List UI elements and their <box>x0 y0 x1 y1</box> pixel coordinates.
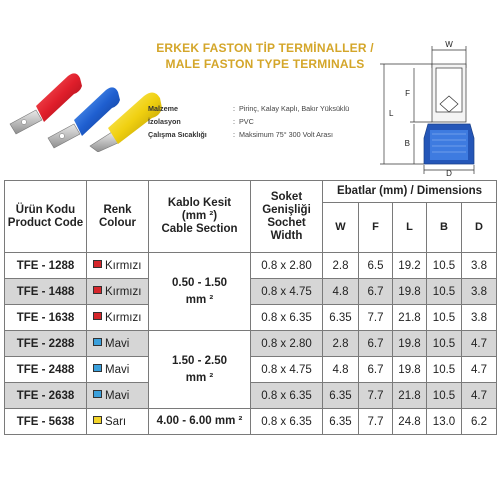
header-text: (mm ²) <box>181 210 218 222</box>
header-dim-l: L <box>393 203 427 253</box>
colour-swatch <box>93 260 102 268</box>
table-row <box>5 409 497 435</box>
spec-table <box>4 180 497 435</box>
header-text: Product Code <box>7 216 84 229</box>
header-dim-w: W <box>323 203 359 253</box>
spec-label: Malzeme <box>148 104 178 113</box>
cell-socket: 0.8 x 6.35 <box>251 305 323 331</box>
cell-d: 3.8 <box>462 253 497 279</box>
spec-list <box>148 102 349 141</box>
header-text: Sochet <box>267 216 306 229</box>
cell-colour <box>87 331 149 357</box>
colour-label: Kırmızı <box>105 259 142 272</box>
cell-cable-section <box>149 331 251 409</box>
header-text: Colour <box>98 216 137 229</box>
cell-f: 7.7 <box>359 305 393 331</box>
dim-label-f: F <box>405 89 410 98</box>
cell-b: 10.5 <box>427 331 462 357</box>
cell-l: 21.8 <box>393 305 427 331</box>
header-dim-b: B <box>427 203 462 253</box>
cell-code: TFE - 5638 <box>5 409 87 435</box>
cell-l: 19.8 <box>393 331 427 357</box>
cell-w: 4.8 <box>323 357 359 383</box>
cell-code: TFE - 1288 <box>5 253 87 279</box>
spec-value: Maksimum 75° 300 Volt Arası <box>239 130 333 139</box>
header-text: Genişliği <box>262 203 311 216</box>
header-text: Soket <box>270 190 303 203</box>
header-dim-d: D <box>462 203 497 253</box>
table-row <box>5 305 497 331</box>
header-text: Kablo Kesit <box>167 197 232 209</box>
cell-l: 19.8 <box>393 279 427 305</box>
cell-socket: 0.8 x 4.75 <box>251 357 323 383</box>
red-terminal <box>10 73 82 134</box>
cell-cable-section: 4.00 - 6.00 mm ² <box>149 409 251 435</box>
dim-label-l: L <box>389 109 394 118</box>
cell-socket: 0.8 x 6.35 <box>251 409 323 435</box>
spec-material <box>148 102 349 115</box>
cell-f: 7.7 <box>359 383 393 409</box>
cell-f: 7.7 <box>359 409 393 435</box>
spec-label: İzolasyon <box>148 117 181 126</box>
cell-l: 24.8 <box>393 409 427 435</box>
colour-label: Mavi <box>105 337 130 350</box>
colour-swatch <box>93 338 102 346</box>
cell-b: 10.5 <box>427 305 462 331</box>
cell-f: 6.7 <box>359 279 393 305</box>
cell-l: 19.8 <box>393 357 427 383</box>
colour-swatch <box>93 312 102 320</box>
cell-colour <box>87 279 149 305</box>
colour-swatch <box>93 286 102 294</box>
cell-w: 6.35 <box>323 305 359 331</box>
colour-label: Mavi <box>105 363 130 376</box>
dim-label-w: W <box>445 40 453 49</box>
cell-code: TFE - 2488 <box>5 357 87 383</box>
colour-swatch <box>93 390 102 398</box>
spec-label: Çalışma Sıcaklığı <box>148 130 207 139</box>
colour-swatch <box>93 416 102 424</box>
title-line-tr: ERKEK FASTON TİP TERMİNALLER / <box>156 41 374 55</box>
cell-w: 6.35 <box>323 383 359 409</box>
header-text: Renk <box>103 203 132 216</box>
header-text: Cable Section <box>161 223 238 235</box>
cell-w: 6.35 <box>323 409 359 435</box>
cell-colour <box>87 253 149 279</box>
header-text: Ürün Kodu <box>15 203 76 216</box>
cell-d: 4.7 <box>462 331 497 357</box>
spec-separator: : <box>233 130 235 139</box>
table-row <box>5 253 497 279</box>
cell-f: 6.5 <box>359 253 393 279</box>
spec-value: PVC <box>239 117 254 126</box>
cell-f: 6.7 <box>359 331 393 357</box>
cell-d: 4.7 <box>462 383 497 409</box>
cell-b: 13.0 <box>427 409 462 435</box>
cell-colour <box>87 383 149 409</box>
cell-b: 10.5 <box>427 279 462 305</box>
header-cable-section <box>149 181 251 253</box>
cell-socket: 0.8 x 6.35 <box>251 383 323 409</box>
table-row <box>5 331 497 357</box>
cell-d: 6.2 <box>462 409 497 435</box>
colour-label: Sarı <box>105 415 127 428</box>
spec-temperature <box>148 128 349 141</box>
cell-l: 21.8 <box>393 383 427 409</box>
cell-b: 10.5 <box>427 357 462 383</box>
colour-swatch <box>93 364 102 372</box>
cell-socket: 0.8 x 2.80 <box>251 253 323 279</box>
section-text: mm ² <box>185 371 214 384</box>
colour-label: Kırmızı <box>105 311 142 324</box>
cell-code: TFE - 1638 <box>5 305 87 331</box>
table-row <box>5 357 497 383</box>
cell-d: 3.8 <box>462 305 497 331</box>
spec-insulation <box>148 115 349 128</box>
header-colour <box>87 181 149 253</box>
header-product-code <box>5 181 87 253</box>
cell-w: 2.8 <box>323 331 359 357</box>
cell-b: 10.5 <box>427 253 462 279</box>
colour-label: Mavi <box>105 389 130 402</box>
dimension-diagram <box>370 38 495 176</box>
cell-d: 4.7 <box>462 357 497 383</box>
table-row <box>5 383 497 409</box>
section-text: mm ² <box>185 293 214 306</box>
cell-colour <box>87 357 149 383</box>
section-text: 0.50 - 1.50 <box>172 276 227 289</box>
cell-code: TFE - 2288 <box>5 331 87 357</box>
dim-label-b: B <box>404 139 410 148</box>
cell-code: TFE - 2638 <box>5 383 87 409</box>
dim-label-d: D <box>446 169 452 176</box>
header-dimensions: Ebatlar (mm) / Dimensions <box>323 181 497 203</box>
title-line-en: MALE FASTON TYPE TERMINALS <box>165 57 365 71</box>
spec-separator: : <box>233 104 235 113</box>
cell-code: TFE - 1488 <box>5 279 87 305</box>
cell-f: 6.7 <box>359 357 393 383</box>
colour-label: Kırmızı <box>105 285 142 298</box>
cell-w: 2.8 <box>323 253 359 279</box>
spec-separator: : <box>233 117 235 126</box>
page-title <box>150 40 380 72</box>
cell-b: 10.5 <box>427 383 462 409</box>
cell-colour <box>87 305 149 331</box>
cell-d: 3.8 <box>462 279 497 305</box>
header-text: Width <box>270 229 303 242</box>
section-text: 1.50 - 2.50 <box>172 354 227 367</box>
header-socket-width <box>251 181 323 253</box>
cell-colour <box>87 409 149 435</box>
cell-socket: 0.8 x 2.80 <box>251 331 323 357</box>
cell-w: 4.8 <box>323 279 359 305</box>
cell-socket: 0.8 x 4.75 <box>251 279 323 305</box>
cell-l: 19.2 <box>393 253 427 279</box>
product-illustration <box>8 62 168 152</box>
table-row <box>5 279 497 305</box>
header-dim-f: F <box>359 203 393 253</box>
spec-value: Pirinç, Kalay Kaplı, Bakır Yüksüklü <box>239 104 350 113</box>
cell-cable-section <box>149 253 251 331</box>
